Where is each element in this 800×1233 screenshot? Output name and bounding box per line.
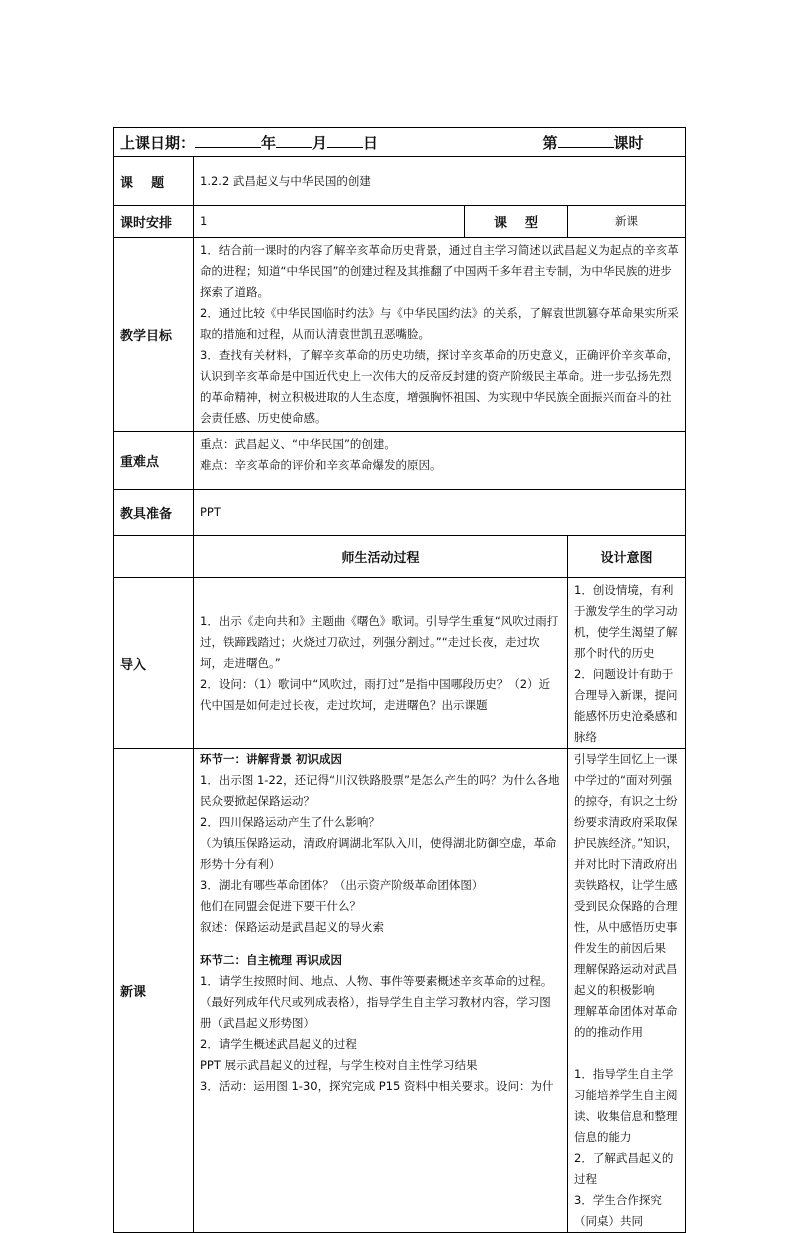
year-blank bbox=[195, 133, 261, 148]
materials-value: PPT bbox=[194, 490, 686, 536]
activity-line: 3．活动：运用图 1-30，探究完成 P15 资料中相关要求。设问：为什 bbox=[200, 1079, 554, 1093]
intro-intent-1: 1．创设情境，有利于激发学生的学习动机，使学生渴望了解那个时代的历史 bbox=[574, 583, 678, 660]
key-point: 重点：武昌起义、“中华民国”的创建。 bbox=[200, 437, 396, 451]
period-blank bbox=[558, 133, 614, 148]
intent-line: 理解革命团体对革命的的推动作用 bbox=[574, 1004, 678, 1039]
day-blank bbox=[327, 133, 363, 148]
process-header-row bbox=[114, 536, 686, 578]
section-two-title: 环节二：自主梳理 再识成因 bbox=[200, 953, 343, 967]
intent-line: 1．指导学生自主学习能培养学生自主阅读、收集信息和整理信息的能力 bbox=[574, 1067, 678, 1144]
new-lesson-label: 新课 bbox=[114, 749, 194, 1233]
objective-1: 1．结合前一课时的内容了解辛亥革命历史背景，通过自主学习简述以武昌起义为起点的辛亥革命的进程；知道“中华民国”的创建过程及其推翻了中国两千多年君主专制，为中华民族的进步探索了道路。 bbox=[200, 243, 679, 299]
type-value: 新课 bbox=[568, 206, 686, 238]
lesson-plan-table bbox=[113, 127, 686, 1233]
activity-line: 他们在同盟会促进下要干什么？ bbox=[200, 899, 361, 913]
activity-header: 师生活动过程 bbox=[194, 536, 568, 578]
objectives-label: 教学目标 bbox=[114, 238, 194, 432]
materials-label: 教具准备 bbox=[114, 490, 194, 536]
day-label: 日 bbox=[363, 133, 379, 152]
period-suffix: 课时 bbox=[613, 133, 644, 152]
objectives-cell bbox=[194, 238, 686, 432]
intro-intent-2: 2．问题设计有助于合理导入新课，提问能感怀历史沧桑感和脉络 bbox=[574, 667, 678, 744]
new-lesson-intent bbox=[568, 749, 686, 1233]
key-points-row bbox=[114, 432, 686, 490]
topic-row bbox=[114, 157, 686, 206]
intro-activity-1: 1．出示《走向共和》主题曲《曙色》歌词。引导学生重复“风吹过雨打过，铁蹄践踏过；火烧过刀砍过，列强分割过。”“走过长夜，走过坎坷，走进曙色。” bbox=[200, 613, 559, 670]
activity-line: PPT 展示武昌起义的过程，与学生校对自主性学习结果 bbox=[200, 1058, 478, 1072]
activity-line: 叙述：保路运动是武昌起义的导火索 bbox=[200, 920, 384, 934]
intro-activity-2: 2．设问：（1）歌词中“风吹过，雨打过”是指中国哪段历史？（2）近代中国是如何走过长夜，走过坎坷，走进曙色？出示课题 bbox=[200, 676, 551, 712]
new-lesson-activity bbox=[194, 749, 568, 1233]
topic-value: 1.2.2 武昌起义与中华民国的创建 bbox=[194, 157, 686, 206]
intro-activity bbox=[194, 578, 568, 749]
schedule-value: 1 bbox=[194, 206, 465, 238]
new-lesson-row bbox=[114, 749, 686, 1233]
activity-line: 2．四川保路运动产生了什么影响？ bbox=[200, 815, 380, 829]
intro-intent bbox=[568, 578, 686, 749]
intent-header: 设计意图 bbox=[568, 536, 686, 578]
key-points-label: 重难点 bbox=[114, 432, 194, 490]
date-row bbox=[114, 128, 686, 157]
objective-2: 2．通过比较《中华民国临时约法》与《中华民国约法》的关系，了解袁世凯篡夺革命果实所采取的措施和过程，从而认清袁世凯丑恶嘴脸。 bbox=[200, 306, 679, 341]
year-label: 年 bbox=[261, 133, 277, 152]
objectives-row bbox=[114, 238, 686, 432]
key-points-cell bbox=[194, 432, 686, 490]
schedule-label: 课时安排 bbox=[114, 206, 194, 238]
intro-row bbox=[114, 578, 686, 749]
topic-label: 课 题 bbox=[114, 157, 194, 206]
intent-line: 引导学生回忆上一课中学过的“面对列强的掠夺，有识之士纷纷要求清政府采取保护民族经济。”知识，并对比时下清政府出卖铁路权，让学生感受到民众保路的合理性，从中感悟历史事件发生的前因后果 bbox=[574, 752, 678, 955]
activity-line: 1．请学生按照时间、地点、人物、事件等要素概述辛亥革命的过程。（最好列成年代尺或列成表格），指导学生自主学习教材内容，学习图册（武昌起义形势图） bbox=[200, 974, 553, 1030]
objective-3: 3．查找有关材料，了解辛亥革命的历史功绩，探讨辛亥革命的历史意义，正确评价辛亥革命，认识到辛亥革命是中国近代史上一次伟大的反帝反封建的资产阶级民主革命。进一步弘扬先烈的革命精神，树立积极进取的人生态度，增强胸怀祖国、为实现中华民族全面振兴而奋斗的社会责任感、历史使命感。 bbox=[200, 348, 679, 425]
type-label: 课 型 bbox=[465, 206, 568, 238]
difficult-point: 难点：辛亥革命的评价和辛亥革命爆发的原因。 bbox=[200, 458, 442, 472]
spacer bbox=[200, 938, 561, 950]
process-header-blank bbox=[114, 536, 194, 578]
activity-line: 1．出示图 1-22，还记得“川汉铁路股票”是怎么产生的吗？为什么各地民众要掀起保路运动？ bbox=[200, 773, 560, 808]
materials-row bbox=[114, 490, 686, 536]
month-blank bbox=[276, 133, 312, 148]
date-cell bbox=[114, 128, 686, 157]
spacer bbox=[574, 1043, 679, 1064]
date-label: 上课日期： bbox=[120, 133, 196, 152]
activity-line: 2．请学生概述武昌起义的过程 bbox=[200, 1037, 357, 1051]
month-label: 月 bbox=[312, 133, 328, 152]
intro-label: 导入 bbox=[114, 578, 194, 749]
intent-line: 3．学生合作探究（同桌）共同 bbox=[574, 1193, 662, 1228]
activity-line: 3．湖北有哪些革命团体？（出示资产阶级革命团体图） bbox=[200, 878, 484, 892]
intent-line: 理解保路运动对武昌起义的积极影响 bbox=[574, 962, 678, 997]
schedule-row bbox=[114, 206, 686, 238]
intent-line: 2．了解武昌起义的过程 bbox=[574, 1151, 674, 1186]
period-prefix: 第 bbox=[542, 133, 558, 152]
section-one-title: 环节一：讲解背景 初识成因 bbox=[200, 752, 343, 766]
activity-line: （为镇压保路运动，清政府调湖北军队入川，使得湖北防御空虚，革命形势十分有利） bbox=[200, 836, 557, 871]
